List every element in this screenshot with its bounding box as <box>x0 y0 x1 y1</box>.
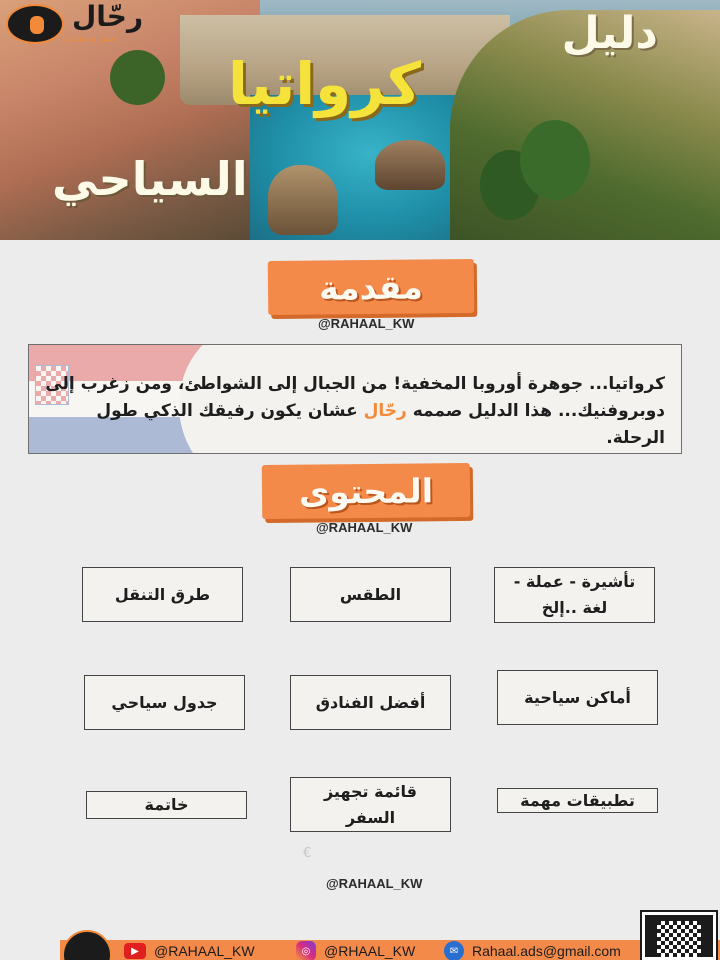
intro-box <box>28 344 682 454</box>
qr-code-icon <box>642 912 716 960</box>
rock <box>375 140 445 190</box>
contents-handle: @RAHAAL_KW <box>316 520 413 535</box>
contents-banner-label: المحتوى <box>298 470 434 512</box>
title-tourist: السياحي <box>52 152 248 206</box>
bottom-handle: @RAHAAL_KW <box>326 876 423 891</box>
intro-handle: @RAHAAL_KW <box>318 316 415 331</box>
intro-banner-label: مقدمة <box>318 266 424 308</box>
content-item-hotels[interactable]: أفضل الفنادق <box>290 675 451 730</box>
footer-youtube-link[interactable] <box>124 942 255 960</box>
tree <box>520 120 590 200</box>
email-address: Rahaal.ads@gmail.com <box>472 943 621 959</box>
brand-name: رحّال <box>363 401 407 421</box>
content-item-apps[interactable]: تطبيقات مهمة <box>497 788 658 813</box>
content-item-itinerary[interactable]: جدول سياحي <box>84 675 245 730</box>
intro-banner <box>268 259 475 315</box>
youtube-icon: ▶ <box>124 943 146 959</box>
instagram-icon: ◎ <box>296 941 316 960</box>
contents-banner <box>262 463 471 519</box>
logo-text: رحّال <box>72 0 144 33</box>
content-item-conclusion[interactable]: خاتمة <box>86 791 247 819</box>
logo-icon <box>6 4 64 44</box>
logo-subtitle: سفر و مغامرة <box>62 34 116 44</box>
intro-text: كرواتيا... جوهرة أوروبا المخفية! من الجبال إلى الشواطئ، ومن زغرب إلى دوبروفنيك... هذا الدليل صممه رحّال عشان يكون رفيقك الذكي طول الرحلة. <box>45 374 665 448</box>
instagram-handle: @RHAAL_KW <box>324 943 416 959</box>
footer-instagram-link[interactable] <box>296 942 415 960</box>
mail-icon: ✉ <box>444 941 464 960</box>
title-guide: دليل <box>561 8 658 59</box>
content-item-weather[interactable]: الطقس <box>290 567 451 622</box>
tree <box>110 50 165 105</box>
content-item-packing-list[interactable]: قائمة تجهيز السفر <box>290 777 451 832</box>
footer-email-link[interactable] <box>444 942 621 960</box>
content-item-attractions[interactable]: أماكن سياحية <box>497 670 658 725</box>
hero-image <box>0 0 720 240</box>
euro-icon: € <box>303 846 312 861</box>
content-item-visa[interactable]: تأشيرة - عملة - لغة ..إلخ <box>494 567 655 623</box>
footer-logo-icon <box>62 930 112 960</box>
youtube-handle: @RAHAAL_KW <box>154 943 255 959</box>
content-item-transport[interactable]: طرق التنقل <box>82 567 243 622</box>
title-country: كرواتيا <box>228 50 421 118</box>
rock <box>268 165 338 235</box>
